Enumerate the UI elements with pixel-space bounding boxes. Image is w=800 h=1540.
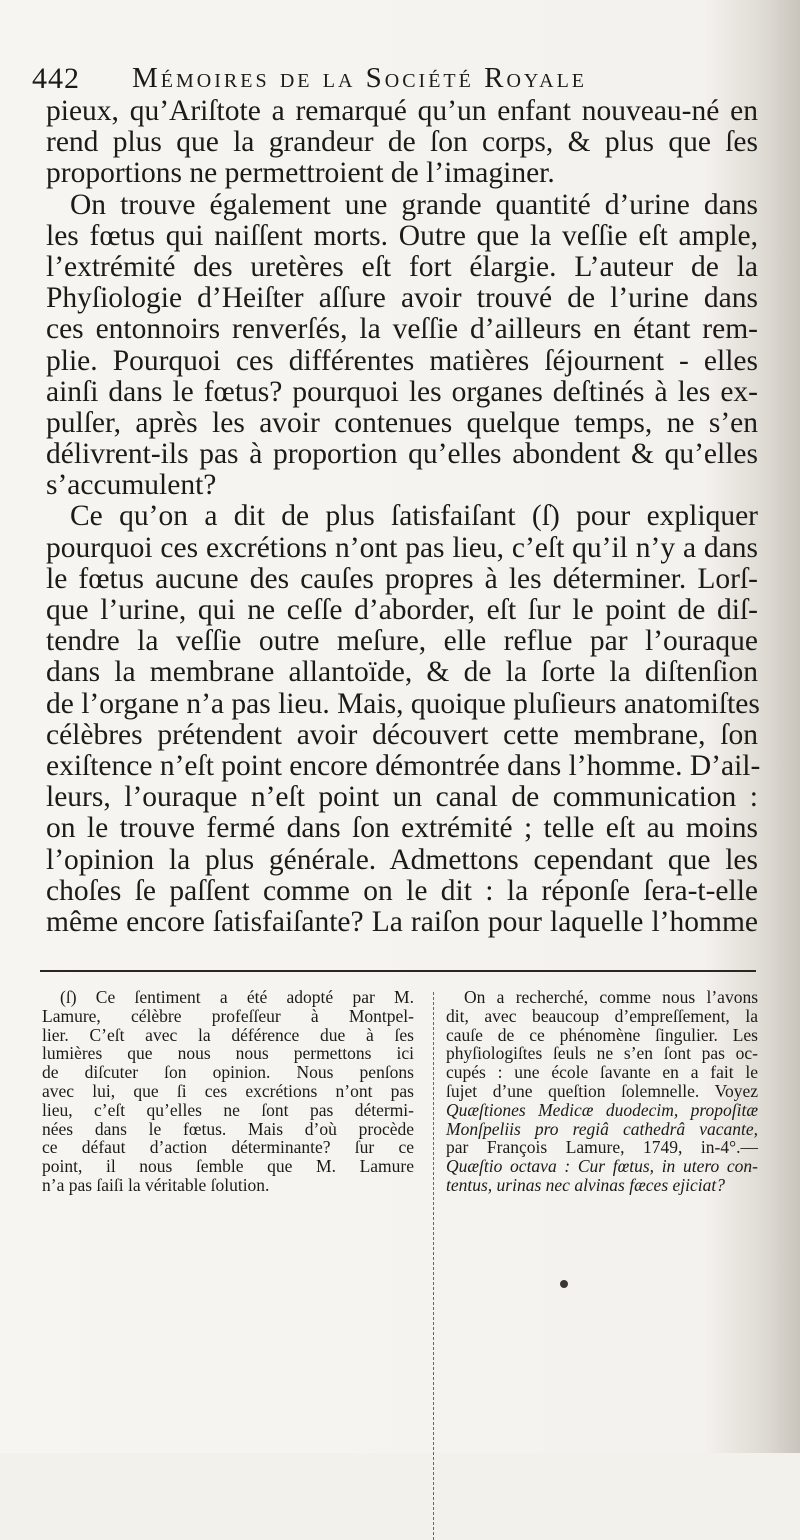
column-divider xyxy=(433,992,435,1540)
text-line: ainſi dans le fœtus? pourquoi les organes deſtinés à les ex- xyxy=(46,375,758,408)
footnote-line: lumières que nous nous permettons ici xyxy=(42,1043,414,1064)
text-line: ces entonnoirs renverſés, la veſſie d’ailleurs en étant rem- xyxy=(46,313,758,346)
text-line: On trouve également une grande quantité d’urine dans xyxy=(70,188,758,221)
footnote-line: point, il nous ſemble que M. Lamure xyxy=(42,1156,414,1177)
footnote-line: ſujet d’une queſtion ſolemnelle. Voyez xyxy=(446,1080,758,1101)
text-line: rend plus que la grandeur de ſon corps, & plus que ſes xyxy=(46,126,758,159)
text-line: que l’urine, qui ne ceſſe d’aborder, eſt ſur le point de diſ- xyxy=(46,594,758,626)
footnote-line: n’a pas ſaiſi la véritable ſolution. xyxy=(42,1174,270,1195)
footnote-left-column xyxy=(42,988,414,1195)
text-line: plie. Pourquoi ces différentes matières ſéjournent - elles xyxy=(46,344,758,377)
footnote-line: ce défaut d’action déterminante? ſur ce xyxy=(42,1137,414,1158)
text-line: exiſtence n’eſt point encore démontrée dans l’homme. D’ail- xyxy=(46,749,761,782)
footnote-line: tentus, urinas nec alvinas fæces ejiciat? xyxy=(446,1174,725,1195)
footnote-line: avec lui, que ſi ces excrétions n’ont pas xyxy=(42,1080,414,1101)
text-line: tendre la veſſie outre meſure, elle reflue par l’ouraque xyxy=(46,625,758,658)
footnote-line: Monſpeliis pro regiâ cathedrâ vacante, xyxy=(446,1118,758,1139)
text-line: de l’organe n’a pas lieu. Mais, quoique pluſieurs anatomiſtes xyxy=(46,687,760,720)
footnote-line: de diſcuter ſon opinion. Nous penſons xyxy=(42,1062,414,1083)
footnote-line: Quæſtiones Medicæ duodecim, propoſitæ xyxy=(446,1099,758,1120)
text-line: Ce qu’on a dit de plus ſatisfaiſant (ſ) pour expliquer xyxy=(70,500,758,533)
text-line: célèbres prétendent avoir découvert cette membrane, ſon xyxy=(46,718,758,751)
text-line: proportions ne permettroient de l’imaginer. xyxy=(46,157,555,190)
text-line: le fœtus aucune des cauſes propres à les déterminer. Lorſ- xyxy=(46,562,758,595)
text-line: dans la membrane allantoïde, & de la ſorte la diſtenſion xyxy=(46,656,758,689)
footnote-line: On a recherché, comme nous l’avons xyxy=(464,987,758,1007)
text-line: pulſer, après les avoir contenues quelque temps, ne s’en xyxy=(46,406,758,439)
main-text xyxy=(46,95,761,938)
footnote-right-column xyxy=(446,988,758,1195)
text-line: pieux, qu’Ariſtote a remarqué qu’un enfant nouveau-né en xyxy=(46,95,758,127)
running-head: Mémoires de la Société Royale xyxy=(132,62,588,94)
text-line: les fœtus qui naiſſent morts. Outre que la veſſie eſt ample, xyxy=(46,219,758,252)
text-line: délivrent-ils pas à proportion qu’elles abondent & qu’elles xyxy=(46,438,758,471)
footnote-line: Lamure, célèbre profeſſeur à Montpel- xyxy=(42,1005,414,1026)
footnote-line: lier. C’eſt avec la déférence due à ſes xyxy=(42,1024,414,1045)
text-line: leurs, l’ouraque n’eſt point un canal de communication : xyxy=(46,781,758,814)
footnote-line: nées dans le fœtus. Mais d’où procède xyxy=(42,1118,414,1139)
footnote-line: par François Lamure, 1749, in-4°.— xyxy=(446,1137,758,1158)
text-line: Phyſiologie d’Heiſter aſſure avoir trouvé de l’urine dans xyxy=(46,282,758,315)
footnote-line: phyſiologiſtes ſeuls ne s’en ſont pas oc- xyxy=(446,1043,758,1064)
footnote-line: (ſ) Ce ſentiment a été adopté par M. xyxy=(60,987,414,1007)
text-line: l’extrémité des uretères eſt fort élargie. L’auteur de la xyxy=(46,250,758,283)
ink-dot xyxy=(560,1280,568,1288)
text-line: même encore ſatisfaiſante? La raiſon pour laquelle l’homme xyxy=(46,905,758,938)
text-line: s’accumulent? xyxy=(46,469,217,502)
text-line: l’opinion la plus générale. Admettons cependant que les xyxy=(46,843,758,876)
page-number: 442 xyxy=(32,62,80,95)
footnote-line: cupés : une école ſavante en a fait le xyxy=(446,1062,758,1083)
text-line: choſes ſe paſſent comme on le dit : la réponſe ſera-t-elle xyxy=(46,874,758,907)
footnote-rule xyxy=(40,970,756,972)
footnote-line: cauſe de ce phénomène ſingulier. Les xyxy=(446,1024,758,1045)
text-line: on le trouve fermé dans ſon extrémité ; telle eſt au moins xyxy=(46,812,758,845)
footnote-line: Quæſtio octava : Cur fœtus, in utero con- xyxy=(446,1156,758,1177)
text-line: pourquoi ces excrétions n’ont pas lieu, c’eſt qu’il n’y a dans xyxy=(46,531,758,564)
footnote-line: dit, avec beaucoup d’empreſſement, la xyxy=(446,1005,758,1026)
footnote-line: lieu, c’eſt qu’elles ne ſont pas détermi- xyxy=(42,1099,414,1120)
